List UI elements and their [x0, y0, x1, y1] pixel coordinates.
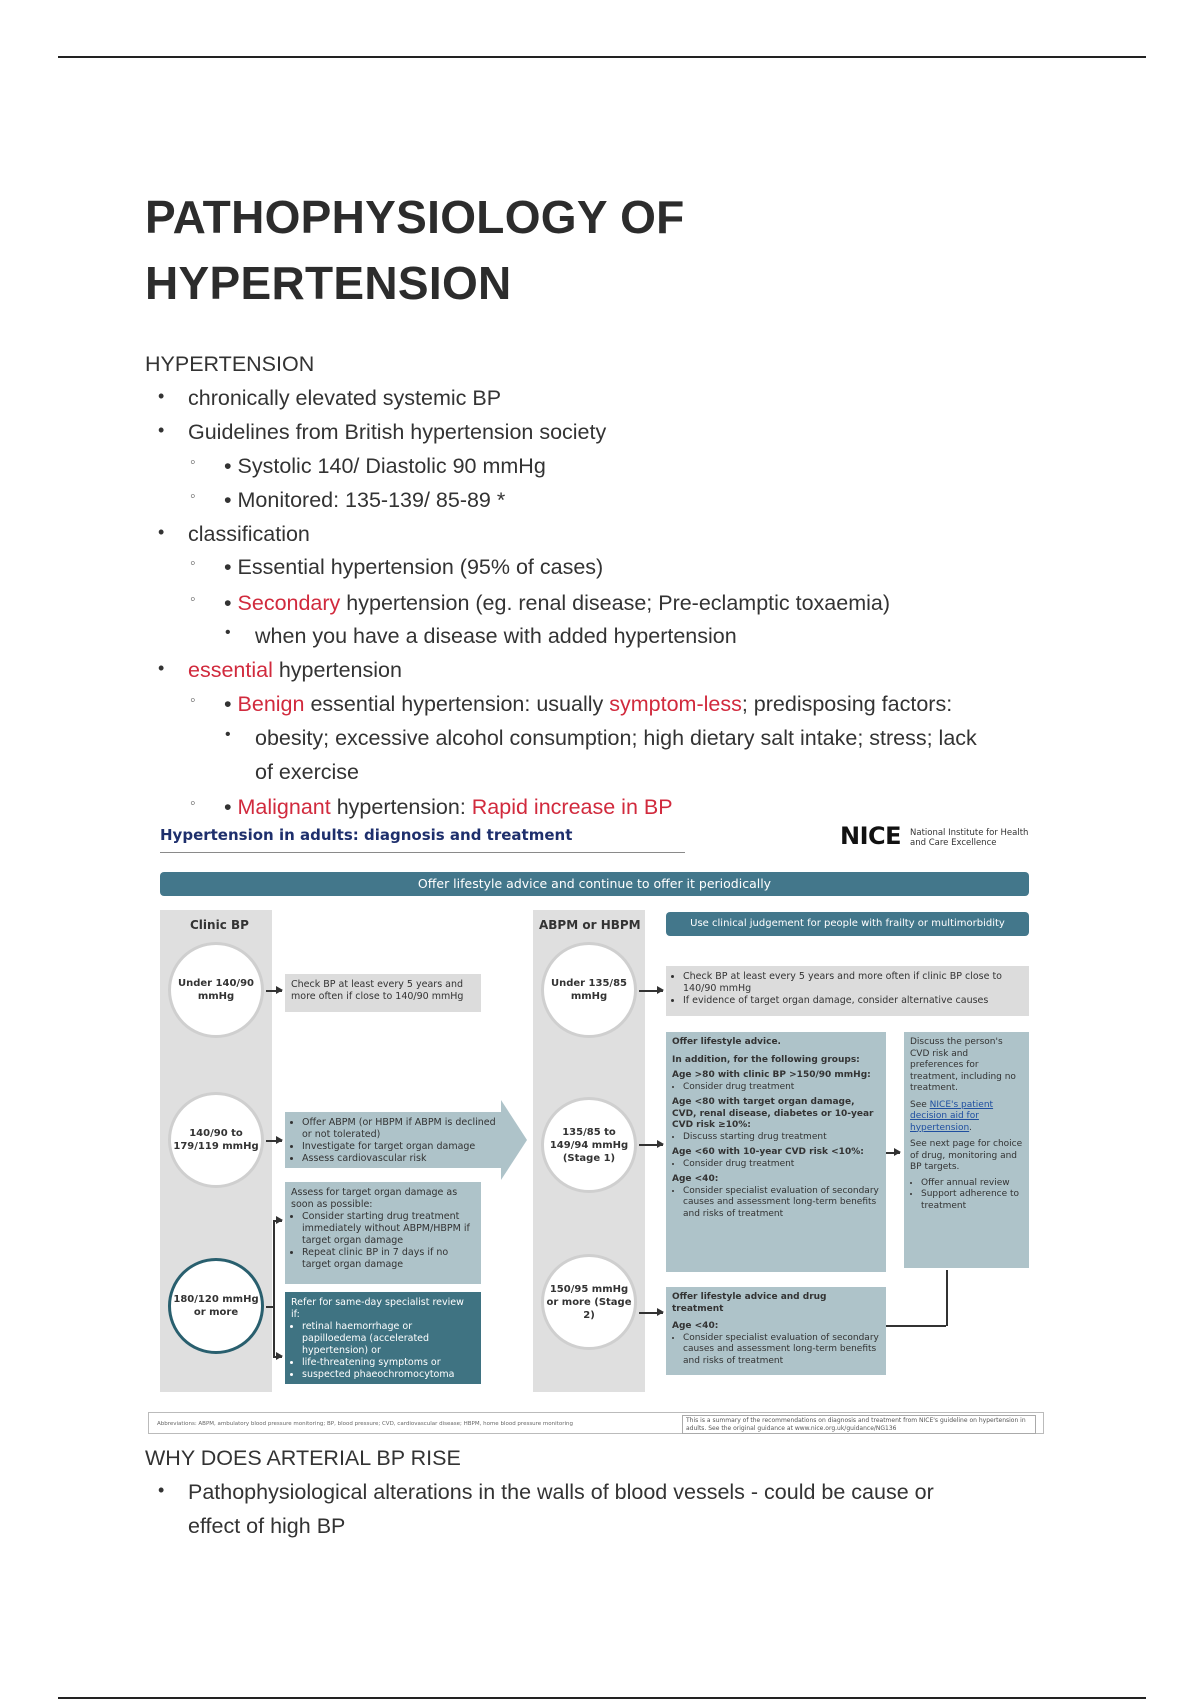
- list-item-secondary: ◦ • Secondary hypertension (eg. renal disease; Pre-eclamptic toxaemia): [224, 591, 890, 616]
- figure-footer: [148, 1412, 1044, 1434]
- arrow: [266, 990, 282, 992]
- clinic-bp-label: Clinic BP: [190, 918, 249, 932]
- list-item: • Guidelines from British hypertension society: [188, 420, 606, 445]
- top-rule: [58, 56, 1146, 58]
- list-item: ◦ • Essential hypertension (95% of cases): [224, 555, 603, 580]
- title-line-2: HYPERTENSION: [145, 257, 512, 309]
- arrow: [639, 990, 663, 992]
- list-item: • when you have a disease with added hypertension: [255, 624, 737, 649]
- guideline-summary-note: This is a summary of the recommendations on diagnosis and treatment from NICE's guideline on hypertension in adults. See the original guidance at www.nice.org.uk/guidance/NG136: [682, 1415, 1036, 1434]
- title-line-1: PATHOPHYSIOLOGY OF: [145, 191, 685, 243]
- check-bp-box: Check BP at least every 5 years and more often if close to 140/90 mmHg: [285, 974, 481, 1012]
- nice-logo: NICE: [840, 822, 902, 850]
- stage-1-box: Offer lifestyle advice. In addition, for the following groups: Age >80 with clinic BP >150/90 mmHg: • Consider drug treatment Age <80 with target organ damage, CVD, renal disease, diabetes or 10-year CVD risk ≥10%: • Discuss starting drug treatment Age <60 with 10-year CVD risk <10%: • Consider drug treatment Age <40: • Consider specialist evaluation of secondary causes and assessment long-term benefits and risks of treatment: [666, 1032, 886, 1272]
- list-item: • classification: [188, 522, 310, 547]
- arrow: [266, 1140, 282, 1142]
- arrow: [886, 1152, 900, 1154]
- under-135-box: • Check BP at least every 5 years and more often if clinic BP close to 140/90 mmHg • If evidence of target organ damage, consider alternative causes: [666, 966, 1029, 1016]
- refer-specialist-box: Refer for same-day specialist review if: • retinal haemorrhage or papilloedema (accelerated hypertension) or • life-threatening symptoms or • suspected phaeochromocytoma: [285, 1292, 481, 1384]
- list-item-malignant: ◦ • Malignant hypertension: Rapid increase in BP: [224, 795, 673, 820]
- list-item-benign: ◦ • Benign essential hypertension: usually symptom-less; predisposing factors:: [224, 692, 952, 717]
- list-item: • obesity; excessive alcohol consumption; high dietary salt intake; stress; lack: [255, 726, 977, 751]
- stage-2-box: Offer lifestyle advice and drug treatment Age <40: • Consider specialist evaluation of secondary causes and assessment long-term benefits and risks of treatment: [666, 1287, 886, 1375]
- clinic-under-140-90: Under 140/90 mmHg: [168, 942, 264, 1038]
- section-heading-why: WHY DOES ARTERIAL BP RISE: [145, 1446, 461, 1470]
- list-item: • chronically elevated systemic BP: [188, 386, 501, 411]
- abpm-under-135-85: Under 135/85 mmHg: [541, 942, 637, 1038]
- patient-decision-aid-link[interactable]: NICE's patient decision aid for hypertension: [910, 1099, 994, 1133]
- bottom-rule: [58, 1697, 1146, 1699]
- list-item-continuation: of exercise: [255, 760, 359, 784]
- discuss-cvd-risk-box: Discuss the person's CVD risk and preferences for treatment, including no treatment. See NICE's patient decision aid for hypertension. See next page for choice of drug, monitoring and BP targets. • Offer annual review • Support adherence to treatment: [904, 1032, 1029, 1268]
- list-item: • Pathophysiological alterations in the walls of blood vessels - could be cause or: [188, 1480, 934, 1505]
- highlight-benign: Benign: [237, 692, 305, 716]
- offer-abpm-box: • Offer ABPM (or HBPM if ABPM is declined or not tolerated) • Investigate for target organ damage • Assess cardiovascular risk: [285, 1112, 503, 1168]
- highlight-secondary: Secondary: [237, 591, 341, 615]
- abpm-stage-1: 135/85 to 149/94 mmHg (Stage 1): [541, 1097, 637, 1193]
- arrow: [639, 1312, 663, 1314]
- highlight-malignant: Malignant: [237, 795, 331, 819]
- section-heading-hypertension: HYPERTENSION: [145, 352, 315, 376]
- frailty-banner: Use clinical judgement for people with frailty or multimorbidity: [666, 912, 1029, 936]
- list-item-essential: • essential hypertension: [188, 658, 402, 683]
- list-item-continuation: effect of high BP: [188, 1514, 346, 1538]
- arrow: [273, 1220, 282, 1222]
- assess-organ-damage-box: Assess for target organ damage as soon as possible: • Consider starting drug treatment immediately without ABPM/HBPM if target organ damage • Repeat clinic BP in 7 days if no target organ damage: [285, 1182, 481, 1284]
- connector: [946, 1270, 948, 1326]
- highlight-rapid-increase: Rapid increase in BP: [471, 795, 673, 819]
- highlight-essential: essential: [188, 658, 273, 682]
- connector: [273, 1220, 275, 1356]
- highlight-symptomless: symptom-less: [609, 692, 742, 716]
- figure-heading: Hypertension in adults: diagnosis and treatment: [160, 826, 573, 844]
- chevron-arrow: [501, 1100, 527, 1180]
- clinic-180-120: 180/120 mmHg or more: [168, 1258, 264, 1354]
- abpm-stage-2: 150/95 mmHg or more (Stage 2): [541, 1254, 637, 1350]
- abpm-label: ABPM or HBPM: [539, 918, 641, 932]
- page-title: [145, 184, 685, 316]
- clinic-140-179: 140/90 to 179/119 mmHg: [168, 1092, 264, 1188]
- figure-heading-underline: [160, 852, 685, 853]
- list-item: ◦ • Systolic 140/ Diastolic 90 mmHg: [224, 454, 546, 479]
- list-item: ◦ • Monitored: 135-139/ 85-89 *: [224, 488, 505, 513]
- nice-flowchart-figure: [148, 822, 1044, 1438]
- abbreviations: Abbreviations: ABPM, ambulatory blood pressure monitoring; BP, blood pressure; CVD, cardiovascular disease; HBPM, home blood pressure monitoring: [157, 1421, 573, 1427]
- lifestyle-banner: Offer lifestyle advice and continue to offer it periodically: [160, 872, 1029, 896]
- arrow: [273, 1356, 282, 1358]
- arrow: [639, 1144, 663, 1146]
- nice-logo-subtitle: National Institute for Health and Care Excellence: [910, 828, 1029, 848]
- connector: [266, 1306, 273, 1308]
- connector: [886, 1325, 946, 1327]
